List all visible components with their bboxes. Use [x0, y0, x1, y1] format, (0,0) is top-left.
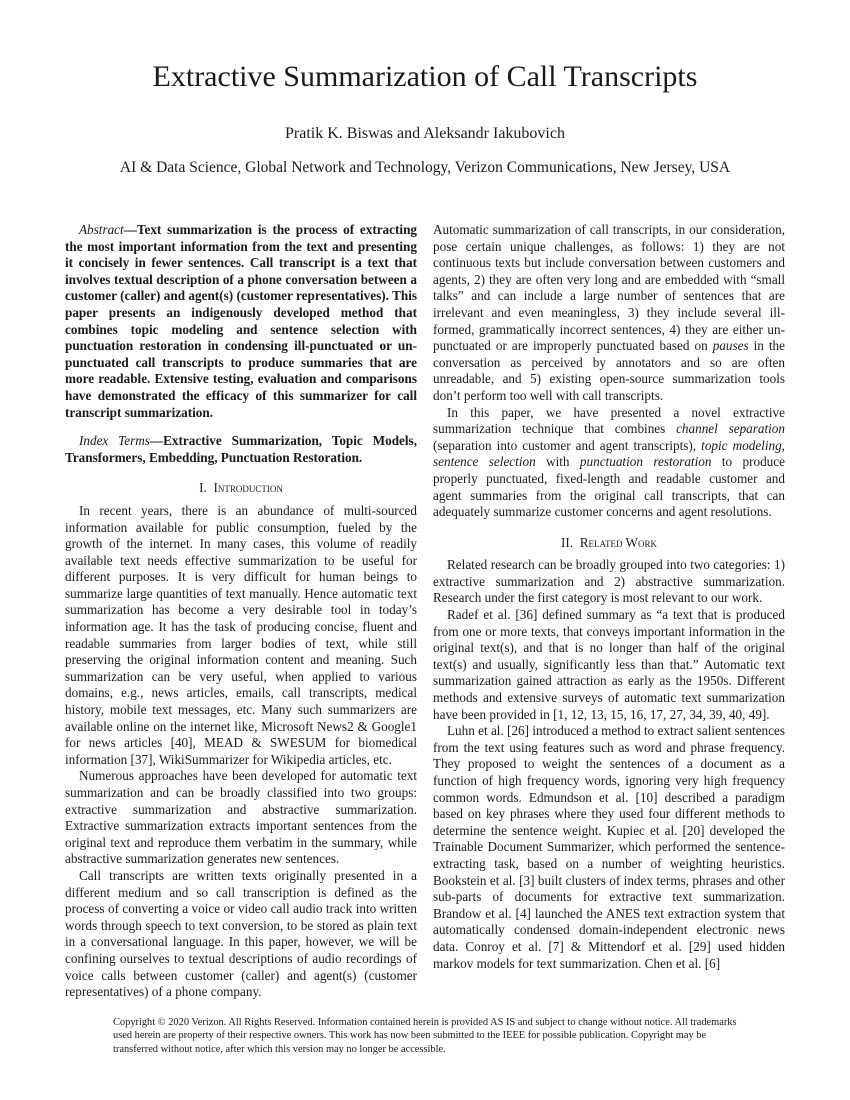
section-title: Related Work: [579, 534, 657, 550]
copyright-notice: Copyright © 2020 Verizon. All Rights Reserved. Information contained herein is provided AS IS and subject to change without notice. All trademarks used herein are property of their respective owners. This work has now been submitted to the IEEE for possible publication. Copyright may be transferred without notice, after which this version may no longer be accessible.: [113, 1017, 737, 1055]
paper-title: Extractive Summarization of Call Transcripts: [152, 60, 698, 93]
paragraph: In recent years, there is an abundance of multi-sourced information available for public consumption, fueled by the growth of the internet. In many cases, this volume of readily available text needs effective summarization to be useful for different purposes. It is very difficult for human beings to summarize large quantities of text manually. Hence automatic text summarization has become a very desirable tool in today’s information age. It has the task of producing concise, fluent and readable summaries from larger bodies of text, while still preserving the original information content and meaning. Such summarization can be very useful, when applied to various domains, e.g., news articles, emails, call transcripts, medical history, mobile text messages, etc. Many such summarizers are available online on the internet like, Microsoft News2 & Google1 for news articles [40], MEAD & SWESUM for biomedical information [37], WikiSummarizer for Wikipedia articles, etc.: [65, 502, 417, 767]
index-terms: [65, 433, 417, 466]
text-run: in the conversation as perceived by annotators and so are often unreadable, and 5) existing open-source summarization tools don’t perform too well with call transcripts.: [433, 338, 785, 403]
section-heading-related-work: [433, 535, 785, 552]
left-column: [65, 222, 417, 1012]
text-run: Automatic summarization of call transcripts, in our consideration, pose certain unique challenges, as follows: 1) they are not continuous texts but include conversation between customers and agents, 2) they are often very long and are embedded with “small talks” and can include a large number of sentences that are irrelevant and even meaningless, 3) they include several ill-formed, grammatically incorrect sentences, 4) they are either un-punctuated or are improperly punctuated based on: [433, 222, 785, 354]
paragraph: Related research can be broadly grouped into two categories: 1) extractive summarization and 2) abstractive summarization. Research under the first category is most relevant to our work.: [433, 557, 785, 606]
text-run: with: [535, 454, 580, 470]
affiliation: AI & Data Science, Global Network and Technology, Verizon Communications, New Jersey, USA: [119, 159, 731, 176]
abstract: [65, 222, 417, 421]
index-terms-label: Index Terms: [79, 433, 150, 449]
emphasis: channel separation: [676, 421, 785, 437]
index-terms-text: Extractive Summarization, Topic Models, Transformers, Embedding, Punctuation Restoration.: [65, 433, 417, 465]
text-run: to produce properly punctuated, fixed-length and readable customer and agent summaries from the original call transcripts, that can adequately summarize customer concerns and agent resolutions.: [433, 454, 785, 520]
paragraph: Call transcripts are written texts originally presented in a different medium and so call transcription is defined as the process of converting a voice or video call audio track into written words through speech to text conversion, to be stored as plain text in a conversational language. In this paper, however, we will be confining ourselves to textual descriptions of audio recordings of voice calls between customer (caller) and agent(s) (customer representatives) of a phone company.: [65, 867, 417, 1000]
text-run: In this paper, we have presented a novel extractive summarization technique that combines: [433, 404, 785, 437]
abstract-label: Abstract: [79, 222, 124, 237]
abstract-text: Text summarization is the process of extracting the most important information from the text and presenting it concisely in fewer sentences. Call transcript is a text that involves textual description of a phone conversation between a customer (caller) and agent(s) (customer representatives). This paper presents an indigenously developed method that combines topic modeling and sentence selection with punctuation restoration in condensing ill-punctuated or un-punctuated call transcripts to produce summaries that are more readable. Extensive testing, evaluation and comparisons have demonstrated the efficacy of this summarizer for call transcript summarization.: [65, 222, 417, 420]
text-run: (separation into customer and agent transcripts),: [433, 437, 702, 453]
index-terms-dash: —: [149, 433, 164, 449]
section-number: I.: [199, 480, 207, 496]
paragraph: Radef et al. [36] defined summary as “a text that is produced from one or more texts, that conveys important information in the original text(s), and that is no longer than half of the original text(s) and usually, significantly less than that.” Automatic text summarization gained attraction as early as the 1950s. Different methods and extensive surveys of automatic text summarization have been provided in [1, 12, 13, 15, 16, 17, 27, 34, 39, 40, 49].: [433, 607, 785, 722]
section-number: II.: [561, 534, 574, 550]
emphasis: topic modeling, sentence selection: [433, 437, 785, 470]
paragraph: [433, 222, 785, 405]
paragraph: Luhn et al. [26] introduced a method to extract salient sentences from the text using features such as word and phrase frequency. They proposed to weight the sentences of a document as a function of high frequency words, ignoring very high frequency common words. Edmundson et al. [10] described a paradigm based on key phrases where they used four different methods to determine the sentence weight. Kupiec et al. [20] developed the Trainable Document Summarizer, which performed the sentence-extracting task, based on a number of weighting heuristics. Bookstein et al. [3] built clusters of index terms, phrases and other sub-parts of documents for extractive text summarization. Brandow et al. [4] launched the ANES text extraction system that automatically condensed domain-independent electronic news data. Conroy et al. [7] & Mittendorf et al. [29] used hidden markov models for text summarization. Chen et al. [6]: [433, 723, 785, 971]
authors: Pratik K. Biswas and Aleksandr Iakubovich: [285, 125, 565, 142]
right-column: [433, 222, 785, 1012]
emphasis: punctuation restoration: [579, 454, 712, 470]
section-title: Introduction: [213, 480, 283, 496]
paragraph: Numerous approaches have been developed for automatic text summarization and can be broadly classified into two groups: extractive summarization and abstractive summarization. Extractive summarization extracts important sentences from the original text and reproduce them verbatim in the summary, while abstractive summarization generates new sentences.: [65, 768, 417, 867]
abstract-dash: —: [123, 222, 137, 237]
emphasis: pauses: [712, 338, 749, 354]
section-heading-introduction: [65, 480, 417, 497]
paragraph: [433, 405, 785, 521]
